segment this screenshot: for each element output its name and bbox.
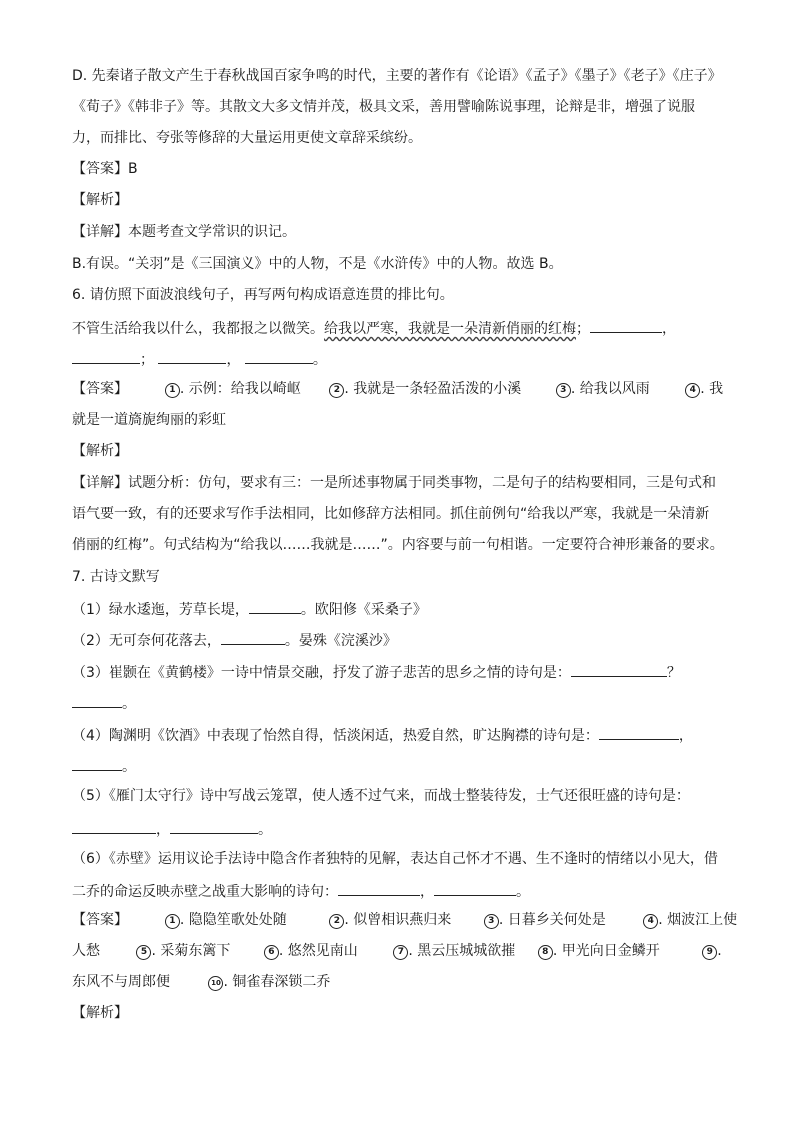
- option-d-line1: D. 先秦诸子散文产生于春秋战国百家争鸣的时代，主要的著作有《论语》《孟子》《墨子》《老子》《庄子》: [72, 68, 722, 84]
- blank-3[interactable]: [158, 348, 226, 364]
- blank-2[interactable]: [72, 348, 140, 364]
- answer-1: 1 . 示例：给我以崎岖: [165, 379, 325, 399]
- answer-6: 6 . 悠然见南山: [264, 941, 389, 961]
- answer-label: 【答案】: [72, 912, 128, 928]
- q6-stem: [72, 317, 676, 339]
- punct: ，: [226, 352, 241, 368]
- q7-answer-line2: 人愁 5 . 采菊东篱下 6 . 悠然见南山 7 . 黑云压城城欲摧 8 . 甲光向日金鳞开 9 .: [72, 943, 722, 959]
- answer-10: 10 . 铜雀春深锁二乔: [208, 972, 330, 992]
- answer-9: 9 .: [702, 941, 721, 961]
- q6-analysis-label: 【解析】: [72, 443, 128, 459]
- q6-answer: [72, 379, 723, 399]
- answer-4: 4 . 烟波江上使: [643, 910, 737, 930]
- punct: 。: [312, 352, 327, 368]
- detail-text: 本题考查文学常识的识记。: [128, 224, 296, 240]
- q7-item-4: （4）陶渊明《饮酒》中表现了怡然自得，恬淡闲适，热爱自然，旷达胸襟的诗句是： ，: [72, 724, 693, 746]
- blank[interactable]: [72, 692, 122, 708]
- answer-2: 2 . 我就是一条轻盈活泼的小溪: [329, 379, 551, 399]
- q7-title: 7. 古诗文默写: [72, 569, 160, 585]
- blank[interactable]: [338, 880, 420, 896]
- q7-item-2: （2）无可奈何花落去， 。晏殊《浣溪沙》: [72, 629, 397, 651]
- q7-item-6: （6）《赤壁》运用议论手法诗中隐含作者独特的见解，表达自己怀才不遇、生不逢时的情绪以小见大，借: [72, 851, 718, 867]
- q6-answer-cont: 就是一道旖旎绚丽的彩虹: [72, 412, 226, 428]
- q6-blanks: [72, 348, 327, 370]
- blank[interactable]: [221, 629, 285, 645]
- q7-item-4-cont: 。: [72, 755, 136, 777]
- detail-label: 【详解】: [72, 224, 128, 240]
- q7-item-5-cont: ， 。: [72, 818, 272, 840]
- blank[interactable]: [72, 755, 122, 771]
- blank[interactable]: [72, 818, 156, 834]
- answer-4: 4 . 我: [685, 379, 723, 399]
- answer-7: 7 . 黑云压城城欲摧: [393, 941, 533, 961]
- q6-title: 6. 请仿照下面波浪线句子，再写两句构成语意连贯的排比句。: [72, 287, 454, 303]
- option-d-line2: 《荀子》《韩非子》等。其散文大多文情并茂，极具文采，善用譬喻陈说事理，论辩是非，增强了说服: [72, 99, 695, 115]
- blank-4[interactable]: [245, 348, 313, 364]
- q7-analysis-label: 【解析】: [72, 1005, 128, 1021]
- q5-detail: [72, 222, 296, 242]
- punct: ，: [662, 321, 676, 337]
- answer-value: B: [128, 161, 138, 177]
- q7-item-5: （5）《雁门太守行》诗中写战云笼罩，使人透不过气来，而战士整装待发，士气还很旺盛的诗句是：: [72, 788, 690, 804]
- blank[interactable]: [571, 661, 667, 677]
- blank-1[interactable]: [590, 317, 662, 333]
- answer-label: 【答案】: [72, 381, 128, 397]
- q5-answer: [72, 159, 138, 179]
- q7-answer-line1: [72, 910, 737, 930]
- stem-punct: ；: [576, 321, 590, 337]
- stem-wavy-sentence: 给我以严寒，我就是一朵清新俏丽的红梅: [324, 321, 576, 337]
- q6-detail-line3: 俏丽的红梅”。句式结构为“给我以……我就是……”。内容要与前一句相谐。一定要符合神形兼备的要求。: [72, 537, 724, 553]
- blank[interactable]: [434, 880, 516, 896]
- q6-detail-line1: 【详解】试题分析：仿句，要求有三：一是所述事物属于同类事物，二是句子的结构要相同，三是句式和: [72, 475, 716, 491]
- answer-5: 5 . 采菊东篱下: [136, 941, 259, 961]
- answer-3: 3 . 日暮乡关何处是: [484, 910, 639, 930]
- answer-8: 8 . 甲光向日金鳞开: [538, 941, 698, 961]
- blank[interactable]: [599, 724, 679, 740]
- blank[interactable]: [249, 598, 301, 614]
- answer-label: 【答案】: [72, 161, 128, 177]
- q7-item-6-cont: 二乔的命运反映赤壁之战重大影响的诗句： ， 。: [72, 880, 530, 902]
- answer-1: 1 . 隐隐笙歌处处随: [165, 910, 325, 930]
- q7-item-3-cont: 。: [72, 692, 136, 714]
- answer-2: 2 . 似曾相识燕归来: [329, 910, 479, 930]
- option-d-line3: 力，而排比、夸张等修辞的大量运用更使文章辞采缤纷。: [72, 130, 422, 146]
- q5-analysis-label: 【解析】: [72, 192, 128, 208]
- punct: ；: [140, 352, 154, 368]
- answer-3: 3 . 给我以风雨: [556, 379, 681, 399]
- q5-note: B.有误。“关羽”是《三国演义》中的人物，不是《水浒传》中的人物。故选 B。: [72, 256, 563, 272]
- q6-detail-line2: 语气要一致，有的还要求写作手法相同，比如修辞方法相同。抓住前例句“给我以严寒，我就是一朵清新: [72, 506, 710, 522]
- stem-text: 不管生活给我以什么，我都报之以微笑。: [72, 321, 324, 337]
- q7-item-3: （3）崔颢在《黄鹤楼》一诗中情景交融，抒发了游子悲苦的思乡之情的诗句是： ？: [72, 661, 681, 683]
- q7-answer-line3: 东风不与周郎便 10 . 铜雀春深锁二乔: [72, 974, 331, 990]
- q7-item-1: （1）绿水逶迤，芳草长堤， 。欧阳修《采桑子》: [72, 598, 427, 620]
- blank[interactable]: [170, 818, 258, 834]
